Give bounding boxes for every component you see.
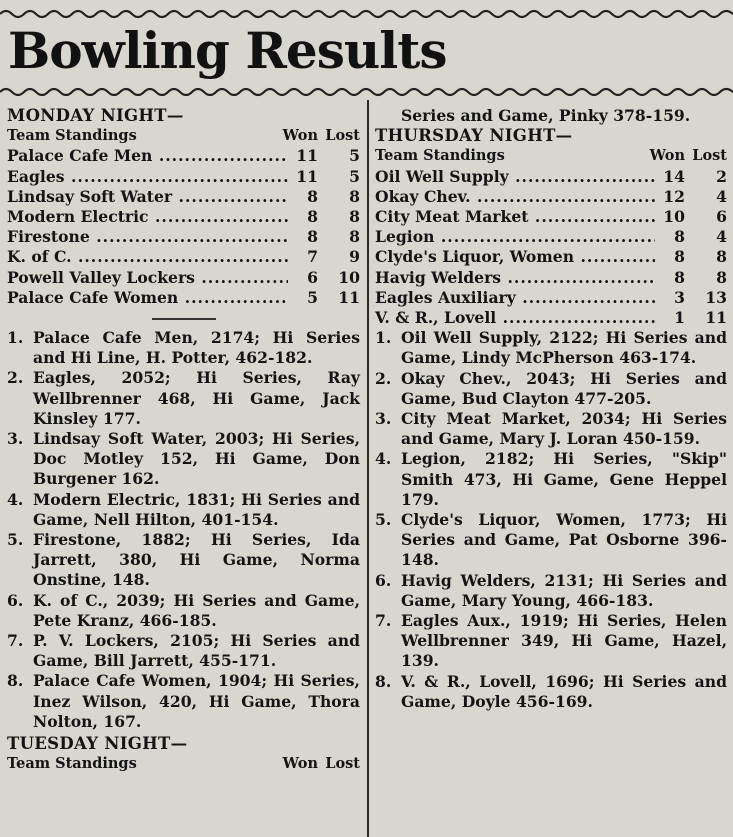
result-item: [7, 671, 360, 732]
won-count: 8: [307, 207, 318, 227]
result-text: Palace Cafe Women, 1904; Hi Series, Inez Wilson, 420, Hi Game, Thora Nolton, 167.: [33, 671, 360, 731]
result-number: 1.: [375, 328, 392, 348]
team-name: Firestone .....: [7, 227, 288, 247]
lost-count: 6: [716, 207, 727, 227]
lost-count: 10: [338, 267, 360, 287]
team-name: Lindsay Soft Water .....: [7, 187, 288, 207]
standings-row: [7, 268, 360, 288]
standings-row: [375, 187, 727, 207]
standings-row: [375, 288, 727, 308]
thursday-results-list: [375, 328, 727, 712]
result-text: Legion, 2182; Hi Series, "Skip" Smith 473, Hi Game, Gene Heppel 179.: [401, 449, 727, 509]
result-item: [7, 591, 360, 631]
header-team: Team Standings: [7, 127, 137, 145]
headline: Bowling Results: [8, 21, 447, 80]
team-name: Eagles .....: [7, 167, 288, 187]
header-lost: Lost: [325, 755, 360, 773]
result-number: 6.: [375, 570, 392, 590]
won-count: 8: [674, 247, 685, 267]
result-text: V. & R., Lovell, 1696; Hi Series and Game, Doyle 456-169.: [401, 671, 727, 711]
result-text: Palace Cafe Men, 2174; Hi Series and Hi Line, H. Potter, 462-182.: [33, 328, 360, 368]
header-won: Won: [282, 755, 318, 773]
lost-count: 2: [716, 166, 727, 186]
result-number: 1.: [7, 328, 24, 348]
result-text: Clyde's Liquor, Women, 1773; Hi Series and Game, Pat Osborne 396-148.: [401, 510, 727, 570]
result-number: 7.: [7, 631, 24, 651]
continued-text: Series and Game, Pinky 378-159.: [401, 106, 691, 125]
result-number: 7.: [375, 611, 392, 631]
result-number: 2.: [7, 368, 24, 388]
header-team: Team Standings: [7, 755, 137, 773]
result-number: 3.: [7, 429, 24, 449]
result-item: [375, 611, 727, 672]
monday-standings-table: [7, 126, 360, 308]
result-item: [375, 369, 727, 409]
result-text: Oil Well Supply, 2122; Hi Series and Game, Lindy McPherson 463-174.: [401, 328, 727, 368]
lost-count: 5: [349, 166, 360, 186]
won-count: 6: [307, 267, 318, 287]
team-name: V. & R., Lovell .....: [375, 308, 655, 328]
standings-row: [7, 167, 360, 187]
lost-count: 4: [716, 186, 727, 206]
result-number: 4.: [7, 489, 24, 509]
headline-wavy-rule: [0, 86, 733, 98]
header-team: Team Standings: [375, 147, 505, 165]
won-count: 10: [663, 207, 685, 227]
result-number: 2.: [375, 368, 392, 388]
result-item: [375, 672, 727, 712]
team-name: Palace Cafe Men .....: [7, 146, 288, 166]
team-name: Havig Welders .....: [375, 268, 655, 288]
tuesday-standings-header: [7, 754, 360, 774]
lost-count: 11: [338, 287, 360, 307]
header-won: Won: [282, 127, 318, 145]
top-wavy-rule: [0, 8, 733, 20]
result-text: K. of C., 2039; Hi Series and Game, Pete Kranz, 466-185.: [33, 590, 360, 630]
monday-results-list: [7, 328, 360, 732]
result-item: [7, 490, 360, 530]
thursday-standings-table: [375, 146, 727, 328]
won-count: 5: [307, 287, 318, 307]
right-column: [375, 106, 727, 712]
team-name: Powell Valley Lockers .....: [7, 268, 288, 288]
result-number: 8.: [375, 671, 392, 691]
standings-row: [375, 268, 727, 288]
result-item: [375, 449, 727, 510]
lost-count: 4: [716, 227, 727, 247]
lost-count: 11: [705, 308, 727, 328]
lost-count: 8: [349, 186, 360, 206]
result-number: 8.: [7, 671, 24, 691]
result-number: 5.: [375, 510, 392, 530]
standings-row: [375, 247, 727, 267]
monday-standings-header: [7, 126, 360, 146]
section-rule: [152, 318, 216, 320]
result-text: City Meat Market, 2034; Hi Series and Game, Mary J. Loran 450-159.: [401, 409, 727, 449]
standings-row: [375, 207, 727, 227]
result-item: [7, 368, 360, 429]
team-name: Okay Chev. .....: [375, 187, 655, 207]
result-number: 5.: [7, 530, 24, 550]
standings-row: [375, 167, 727, 187]
result-text: Firestone, 1882; Hi Series, Ida Jarrett, 380, Hi Game, Norma Onstine, 148.: [33, 530, 360, 590]
won-count: 7: [307, 247, 318, 267]
team-name: Oil Well Supply .....: [375, 167, 655, 187]
result-text: Modern Electric, 1831; Hi Series and Game, Nell Hilton, 401-154.: [33, 489, 360, 529]
won-count: 8: [307, 227, 318, 247]
lost-count: 9: [349, 247, 360, 267]
result-text: Eagles Aux., 1919; Hi Series, Helen Wellbrenner 349, Hi Game, Hazel, 139.: [401, 611, 727, 671]
team-name: Clyde's Liquor, Women .....: [375, 247, 655, 267]
lost-count: 8: [349, 227, 360, 247]
standings-row: [375, 308, 727, 328]
won-count: 12: [663, 186, 685, 206]
standings-row: [7, 187, 360, 207]
standings-row: [7, 247, 360, 267]
won-count: 8: [307, 186, 318, 206]
won-count: 1: [674, 308, 685, 328]
won-count: 8: [674, 227, 685, 247]
result-text: Okay Chev., 2043; Hi Series and Game, Bud Clayton 477-205.: [401, 368, 727, 408]
tuesday-title: TUESDAY NIGHT—: [7, 734, 188, 754]
team-name: City Meat Market .....: [375, 207, 655, 227]
won-count: 11: [296, 146, 318, 166]
monday-title: MONDAY NIGHT—: [7, 106, 184, 125]
team-name: Palace Cafe Women .....: [7, 288, 288, 308]
result-item: [375, 571, 727, 611]
lost-count: 13: [705, 287, 727, 307]
won-count: 11: [296, 166, 318, 186]
thursday-standings-header: [375, 146, 727, 166]
result-item: [7, 631, 360, 671]
standings-row: [7, 288, 360, 308]
result-number: 6.: [7, 590, 24, 610]
result-item: [7, 429, 360, 490]
won-count: 8: [674, 267, 685, 287]
result-text: Lindsay Soft Water, 2003; Hi Series, Doc Motley 152, Hi Game, Don Burgener 162.: [33, 429, 360, 489]
standings-row: [7, 146, 360, 166]
header-lost: Lost: [325, 127, 360, 145]
result-item: [375, 510, 727, 571]
team-name: K. of C. .....: [7, 247, 288, 267]
header-won: Won: [649, 147, 685, 165]
result-item: [375, 409, 727, 449]
result-number: 3.: [375, 409, 392, 429]
won-count: 14: [663, 166, 685, 186]
result-number: 4.: [375, 449, 392, 469]
standings-row: [7, 207, 360, 227]
lost-count: 5: [349, 146, 360, 166]
column-divider: [367, 100, 369, 837]
header-lost: Lost: [692, 147, 727, 165]
team-name: Eagles Auxiliary .....: [375, 288, 655, 308]
lost-count: 8: [716, 267, 727, 287]
standings-row: [375, 227, 727, 247]
result-item: [7, 530, 360, 591]
result-text: P. V. Lockers, 2105; Hi Series and Game, Bill Jarrett, 455-171.: [33, 631, 360, 671]
thursday-title: THURSDAY NIGHT—: [375, 126, 573, 146]
result-text: Eagles, 2052; Hi Series, Ray Wellbrenner 468, Hi Game, Jack Kinsley 177.: [33, 368, 360, 428]
team-name: Modern Electric .....: [7, 207, 288, 227]
team-name: Legion .....: [375, 227, 655, 247]
standings-row: [7, 227, 360, 247]
result-item: [7, 328, 360, 368]
result-item: [375, 328, 727, 368]
result-text: Havig Welders, 2131; Hi Series and Game, Mary Young, 466-183.: [401, 570, 727, 610]
lost-count: 8: [716, 247, 727, 267]
lost-count: 8: [349, 207, 360, 227]
left-column: [7, 106, 360, 775]
won-count: 3: [674, 287, 685, 307]
